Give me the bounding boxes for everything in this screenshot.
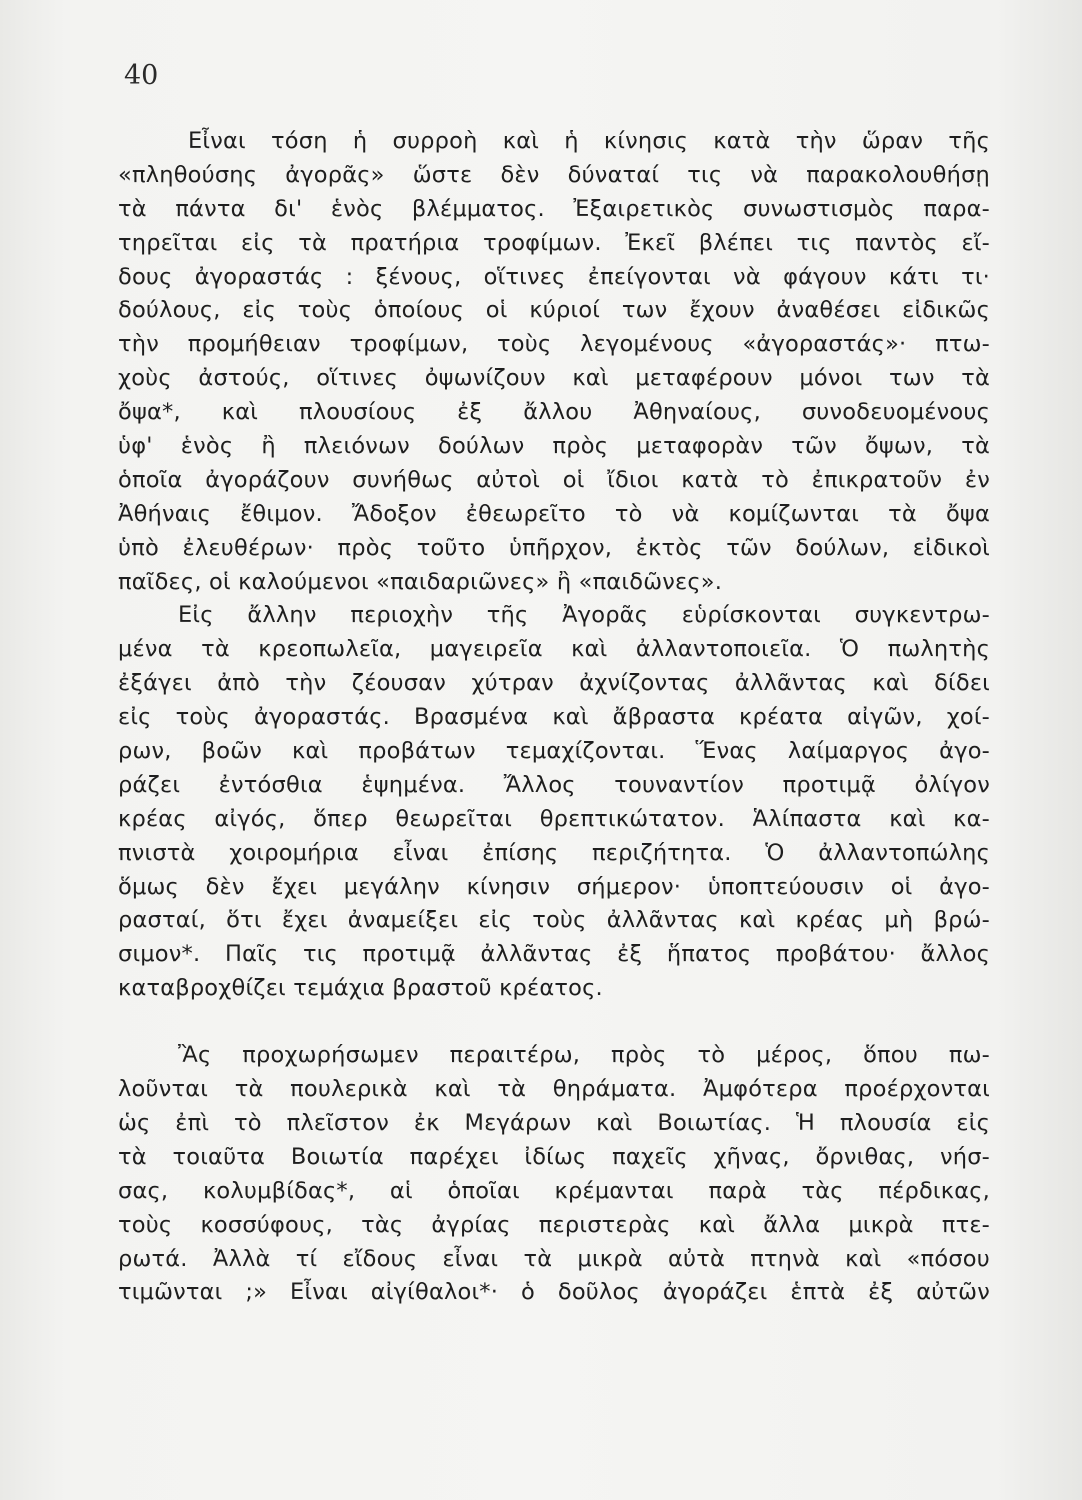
text-line: ὁποῖα ἀγοράζουν συνήθως αὐτοὶ οἱ ἴδιοι κατὰ τὸ ἐπικρατοῦν ἐν: [118, 466, 990, 493]
text-line: ὅμως δὲν ἔχει μεγάλην κίνησιν σήμερον· ὑποπτεύουσιν οἱ ἀγο-: [118, 873, 990, 900]
text-line: τὰ πάντα δι' ἑνὸς βλέμματος. Ἐξαιρετικὸς συνωστισμὸς παρα-: [118, 195, 990, 222]
text-line: μένα τὰ κρεοπωλεῖα, μαγειρεῖα καὶ ἀλλαντοποιεῖα. Ὁ πωλητὴς: [118, 636, 990, 663]
page-number: 40: [124, 60, 159, 91]
text-line: ρασταί, ὅτι ἔχει ἀναμείξει εἰς τοὺς ἀλλᾶντας καὶ κρέας μὴ βρώ-: [118, 907, 990, 934]
text-line: ρων, βοῶν καὶ προβάτων τεμαχίζονται. Ἕνας λαίμαργος ἀγο-: [118, 738, 990, 765]
text-line: καταβροχθίζει τεμάχια βραστοῦ κρέατος.: [118, 975, 603, 1002]
text-line: Ἂς προχωρήσωμεν περαιτέρω, πρὸς τὸ μέρος, ὅπου πω-: [178, 1042, 990, 1069]
text-line: τὴν προμήθειαν τροφίμων, τοὺς λεγομένους «ἀγοραστάς»· πτω-: [118, 331, 990, 358]
text-line: δους ἀγοραστάς : ξένους, οἵτινες ἐπείγονται νὰ φάγουν κάτι τι·: [118, 263, 990, 290]
text-line: ἐξάγει ἀπὸ τὴν ζέουσαν χύτραν ἀχνίζοντας ἀλλᾶντας καὶ δίδει: [118, 670, 990, 697]
text-line: Εἶναι τόση ἡ συρροὴ καὶ ἡ κίνησις κατὰ τὴν ὥραν τῆς: [188, 128, 990, 154]
text-line: ράζει ἐντόσθια ἑψημένα. Ἄλλος τουναντίον προτιμᾷ ὀλίγον: [118, 771, 990, 798]
text-line: τὰ τοιαῦτα Βοιωτία παρέχει ἰδίως παχεῖς χῆνας, ὄρνιθας, νήσ-: [118, 1143, 990, 1170]
text-line: σας, κολυμβίδας*, αἱ ὁποῖαι κρέμανται παρὰ τὰς πέρδικας,: [118, 1177, 990, 1204]
text-line: πνιστὰ χοιρομήρια εἶναι ἐπίσης περιζήτητα. Ὁ ἀλλαντοπώλης: [118, 839, 990, 866]
paragraph-gap: [118, 1006, 990, 1039]
body-text: [118, 125, 990, 1310]
text-line: δούλους, εἰς τοὺς ὁποίους οἱ κύριοί των ἔχουν ἀναθέσει εἰδικῶς: [118, 297, 990, 324]
text-line: ὑπὸ ἐλευθέρων· πρὸς τοῦτο ὑπῆρχον, ἐκτὸς τῶν δούλων, εἰδικοὶ: [118, 534, 990, 561]
text-line: κρέας αἰγός, ὅπερ θεωρεῖται θρεπτικώτατον. Ἁλίπαστα καὶ κα-: [118, 805, 990, 832]
text-line: σιμον*. Παῖς τις προτιμᾷ ἀλλᾶντας ἐξ ἥπατος προβάτου· ἄλλος: [118, 941, 990, 968]
text-line: «πληθούσης ἀγορᾶς» ὥστε δὲν δύναταί τις νὰ παρακολουθήσῃ: [118, 161, 990, 188]
text-line: χοὺς ἀστούς, οἵτινες ὀψωνίζουν καὶ μεταφέρουν μόνοι των τὰ: [118, 365, 990, 392]
text-line: Εἰς ἄλλην περιοχὴν τῆς Ἀγορᾶς εὑρίσκονται συγκεντρω-: [178, 602, 990, 629]
text-line: ὡς ἐπὶ τὸ πλεῖστον ἐκ Μεγάρων καὶ Βοιωτίας. Ἡ πλουσία εἰς: [118, 1109, 990, 1136]
text-line: εἰς τοὺς ἀγοραστάς. Βρασμένα καὶ ἄβραστα κρέατα αἰγῶν, χοί-: [118, 704, 990, 731]
text-line: λοῦνται τὰ πουλερικὰ καὶ τὰ θηράματα. Ἀμφότερα προέρχονται: [118, 1076, 990, 1103]
text-line: τοὺς κοσσύφους, τὰς ἀγρίας περιστερὰς καὶ ἄλλα μικρὰ πτε-: [118, 1211, 990, 1238]
text-line: Ἀθήναις ἔθιμον. Ἄδοξον ἐθεωρεῖτο τὸ νὰ κομίζωνται τὰ ὄψα: [118, 500, 990, 527]
text-line: ὑφ' ἑνὸς ἢ πλειόνων δούλων πρὸς μεταφορὰν τῶν ὄψων, τὰ: [118, 433, 990, 460]
text-line: ὄψα*, καὶ πλουσίους ἐξ ἄλλου Ἀθηναίους, συνοδευομένους: [118, 399, 990, 426]
text-line: τιμῶνται ;» Εἶναι αἰγίθαλοι*· ὁ δοῦλος ἀγοράζει ἑπτὰ ἐξ αὐτῶν: [118, 1279, 990, 1306]
text-line: τηρεῖται εἰς τὰ πρατήρια τροφίμων. Ἐκεῖ βλέπει τις παντὸς εἴ-: [118, 229, 990, 256]
text-line: παῖδες, οἱ καλούμενοι «παιδαριῶνες» ἢ «παιδῶνες».: [118, 568, 723, 595]
text-line: ρωτά. Ἀλλὰ τί εἴδους εἶναι τὰ μικρὰ αὐτὰ πτηνὰ καὶ «πόσου: [118, 1245, 990, 1272]
